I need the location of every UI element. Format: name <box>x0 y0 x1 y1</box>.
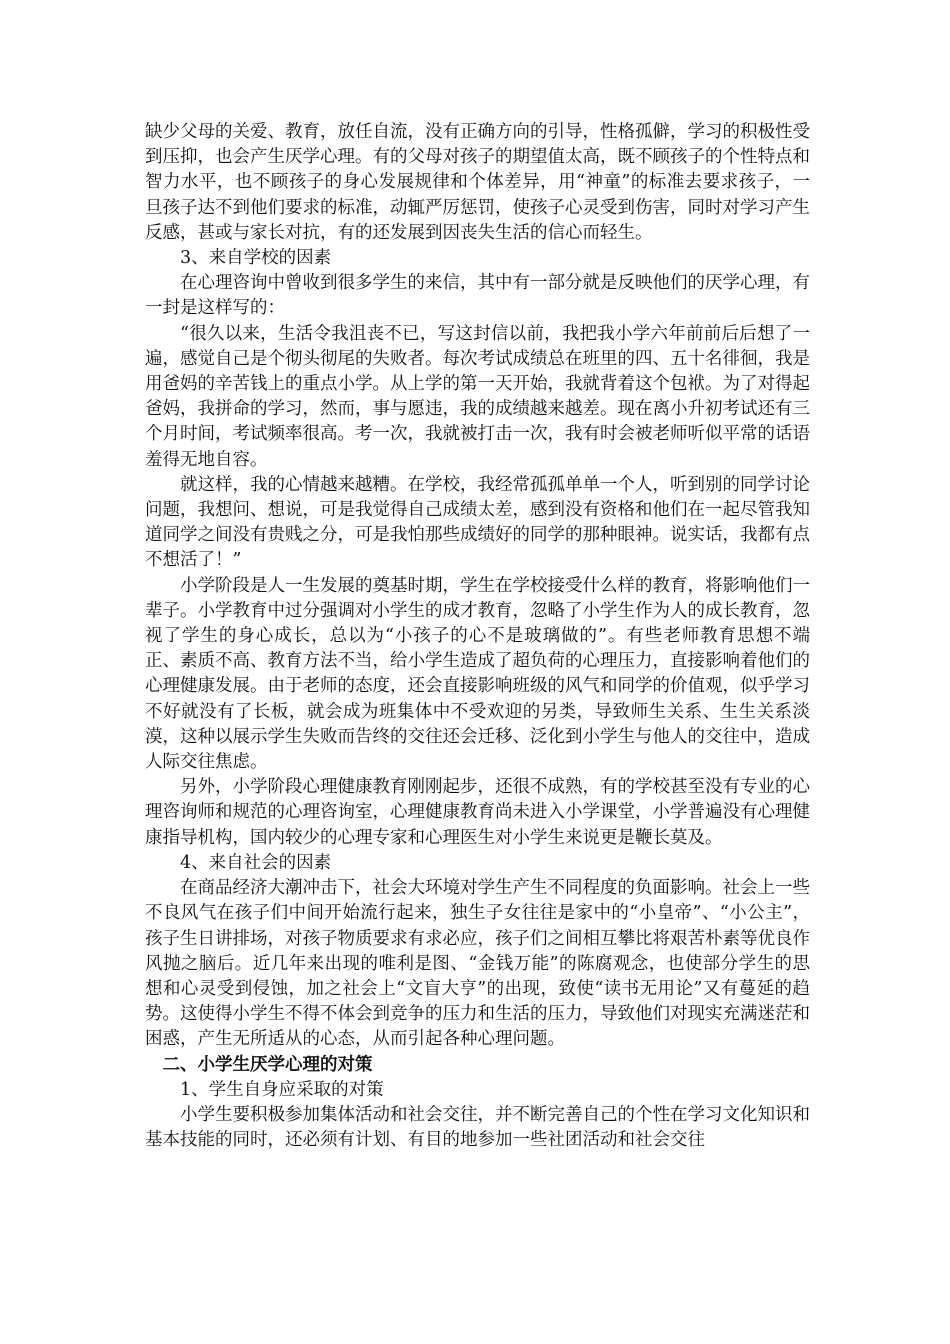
paragraph-mental-health-education: 另外，小学阶段心理健康教育刚刚起步，还很不成熟，有的学校甚至没有专业的心理咨询师和规范的心理咨询室，心理健康教育尚未进入小学课堂，小学普遍没有心理健康指导机构，国内较少的心理专家和心理医生对小学生来说更是鞭长莫及。 <box>145 777 810 848</box>
paragraph-social-influence: 在商品经济大潮冲击下，社会大环境对学生产生不同程度的负面影响。社会上一些不良风气在孩子们中间开始流行起来，独生子女往往是家中的“小皇帝”、“小公主”， 孩子生日讲排场，对孩子物质要求有求必应，孩子们之间相互攀比将艰苦朴素等优良作风抛之脑后。近几年来出现的唯利是图、“金钱万能”的陈腐观念，也使部分学生的思想和心灵受到侵蚀，加之社会上“文盲大亨”的出现，致使“读书无用论”又有蔓延的趋势。这使得小学生不得不体会到竞争的压力和生活的压力，导致他们对现实充满迷茫和困惑，产生无所适从的心态，从而引起各种心理问题。 <box>145 878 810 1050</box>
document-page <box>145 120 810 1153</box>
subheading-school-factors: 3、来自学校的因素 <box>180 248 332 269</box>
paragraph-school-education: 小学阶段是人一生发展的奠基时期，学生在学校接受什么样的教育，将影响他们一辈子。小学教育中过分强调对小学生的成才教育，忽略了小学生作为人的成长教育，忽视了学生的身心成长，总以为“小孩子的心不是玻璃做的”。有些老师教育思想不端正、素质不高、教育方法不当，给小学生造成了超负荷的心理压力，直接影响着他们的心理健康发展。由于老师的态度，还会直接影响班级的风气和同学的价值观，似乎学习不好就没有了长板，就会成为班集体中不受欢迎的另类，导致师生关系、生生关系淡漠，这种以展示学生失败而告终的交往还会迁移、泛化到小学生与他人的交往中，造成人际交往焦虑。 <box>145 575 810 773</box>
subheading-social-factors: 4、来自社会的因素 <box>180 852 332 873</box>
subheading-student-countermeasures: 1、学生自身应采取的对策 <box>180 1079 384 1100</box>
section-heading-countermeasures: 二、小学生厌学心理的对策 <box>162 1054 373 1075</box>
paragraph-student-activities: 小学生要积极参加集体活动和社会交往，并不断完善自己的个性在学习文化知识和基本技能的同时，还必须有计划、有目的地参加一些社团活动和社会交往 <box>145 1104 810 1151</box>
paragraph-letter-quote-2: 就这样，我的心情越来越糟。在学校，我经常孤孤单单一个人，听到别的同学讨论问题，我想问、想说，可是我觉得自己成绩太差，感到没有资格和他们在一起尽管我知道同学之间没有贵贱之分，可是我怕那些成绩好的同学的那种眼神。说实话，我都有点不想活了！” <box>145 474 810 571</box>
paragraph-family-factors-continuation: 缺少父母的关爱、教育，放任自流，没有正确方向的引导，性格孤僻，学习的积极性受到压抑，也会产生厌学心理。有的父母对孩子的期望值太高，既不顾孩子的个性特点和智力水平，也不顾孩子的身心发展规律和个体差异，用“神童”的标准去要求孩子，一旦孩子达不到他们要求的标准，动辄严厉惩罚，使孩子心灵受到伤害，同时对学习产生反感，甚或与家长对抗，有的还发展到因丧失生活的信心而轻生。 <box>145 122 810 243</box>
paragraph-letter-intro: 在心理咨询中曾收到很多学生的来信，其中有一部分就是反映他们的厌学心理，有一封是这样写的： <box>145 273 810 319</box>
paragraph-letter-quote-1: “很久以来，生活令我沮丧不已，写这封信以前，我把我小学六年前前后后想了一遍，感觉自己是个彻头彻尾的失败者。每次考试成绩总在班里的四、五十名徘徊，我是用爸妈的辛苦钱上的重点小学。从上学的第一天开始，我就背着这个包袱。为了对得起爸妈，我拼命的学习，然而，事与愿违，我的成绩越来越差。现在离小升初考试还有三个月时间，考试频率很高。考一次，我就被打击一次，我有时会被老师听似平常的话语羞得无地自容。 <box>145 323 810 470</box>
